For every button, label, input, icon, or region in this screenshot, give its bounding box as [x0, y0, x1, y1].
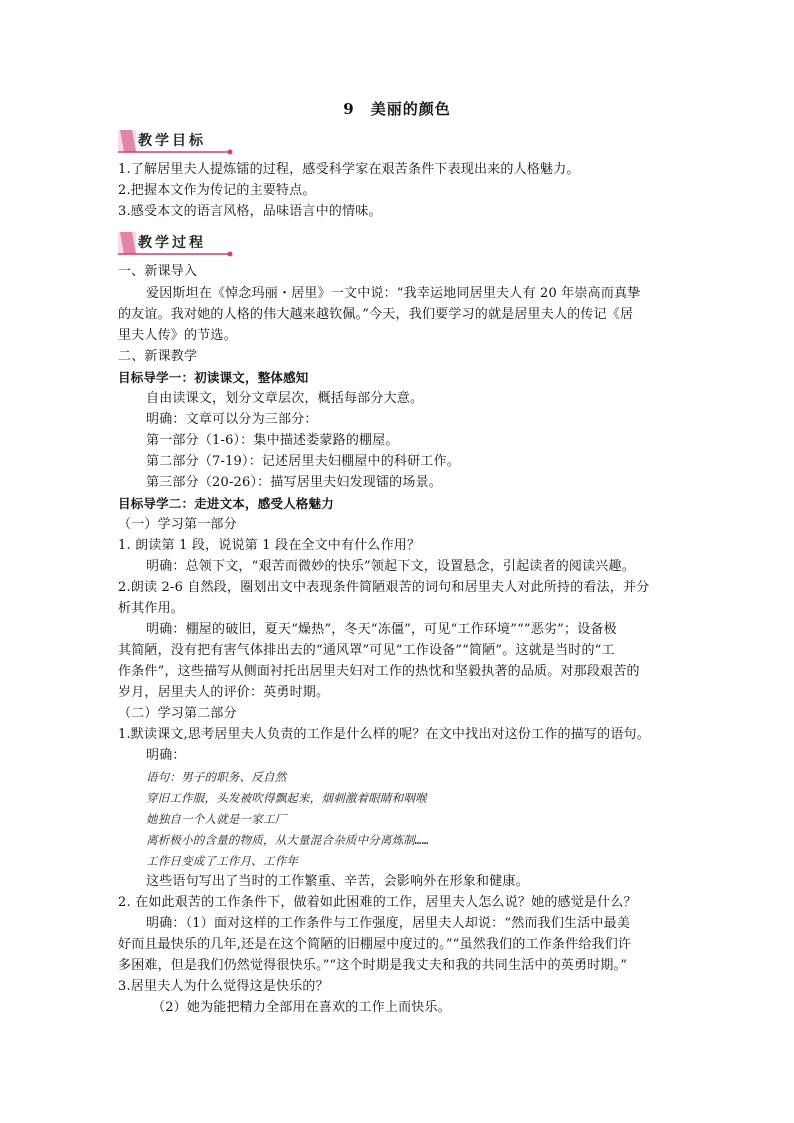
- subsection-heading: 目标导学一：初读课文，整体感知: [118, 370, 309, 385]
- answer-line: 作条件”，这些描写从侧面衬托出居里夫妇对工作的热忱和坚毅执著的品质。对那段艰苦的: [118, 664, 640, 679]
- goal-item: 2.把握本文作为传记的主要特点。: [118, 183, 316, 198]
- quote-line: 语句：男子的职务、反自然: [146, 770, 287, 784]
- answer-line: 明确：（1）面对这样的工作条件与工作强度，居里夫人却说：“然而我们生活中最美: [146, 916, 631, 931]
- paragraph-line: 里夫人传》的节选。: [118, 328, 237, 343]
- section-banner-goals: [118, 128, 238, 156]
- quote-line: 她独自一个人就是一家工厂: [146, 812, 287, 826]
- paragraph-line: 第二部分（7-19）：记述居里夫妇棚屋中的科研工作。: [146, 454, 460, 469]
- goals-heading: 教学目标: [138, 133, 206, 149]
- quote-line: 工作日变成了工作月、工作年: [146, 854, 299, 868]
- quote-line: 离析极小的含量的物质，从大量混合杂质中分离炼制……: [146, 833, 430, 847]
- goal-item: 3.感受本文的语言风格，品味语言中的情味。: [118, 204, 382, 219]
- paragraph-line: 明确：文章可以分为三部分：: [146, 412, 318, 427]
- question-line: 2.朗读 2-6 自然段，圈划出文中表现条件简陋艰苦的词句和居里夫人对此所持的看法，并分: [118, 580, 650, 595]
- answer-line: 明确：: [146, 748, 186, 763]
- paragraph-line: 第一部分（1-6）：集中描述娄蒙路的棚屋。: [146, 433, 399, 448]
- paragraph-line: 这些语句写出了当时的工作繁重、辛苦，会影响外在形象和健康。: [146, 874, 529, 889]
- answer-line: 好而且最快乐的几年,还是在这个简陋的旧棚屋中度过的。”“虽然我们的工作条件给我们许: [118, 937, 632, 952]
- part-heading: （一）学习第一部分: [118, 517, 237, 532]
- answer-line: 岁月，居里夫人的评价：英勇时期。: [118, 685, 330, 700]
- question-line: 2. 在如此艰苦的工作条件下，做着如此困难的工作，居里夫人怎么说？她的感觉是什么？: [118, 895, 637, 910]
- process-heading: 教学过程: [138, 235, 206, 251]
- answer-line: 明确：总领下文，“艰苦而微妙的快乐”领起下文，设置悬念，引起读者的阅读兴趣。: [146, 559, 635, 574]
- question-line: 1. 朗读第 1 段，说说第 1 段在全文中有什么作用？: [118, 538, 421, 553]
- section-heading: 二、新课教学: [118, 349, 198, 364]
- paragraph-line: 第三部分（20-26）：描写居里夫妇发现镭的场景。: [146, 475, 442, 490]
- subsection-heading: 目标导学二：走进文本，感受人格魅力: [118, 496, 334, 511]
- paragraph-line: 爱因斯坦在《悼念玛丽・居里》一文中说：“我幸运地同居里夫人有 20 年崇高而真挚: [146, 286, 641, 301]
- section-banner-process: [118, 230, 238, 258]
- page-title: 9 美丽的颜色: [343, 100, 451, 118]
- answer-line: 明确：棚屋的破旧，夏天“燥热”，冬天“冻僵”，可见“工作环境”“”恶劣”；设备极: [146, 622, 617, 637]
- question-line: 析其作用。: [118, 601, 185, 616]
- part-heading: （二）学习第二部分: [118, 706, 237, 721]
- answer-line: （2）她为能把精力全部用在喜欢的工作上而快乐。: [152, 1000, 451, 1015]
- paragraph-line: 自由读课文，划分文章层次，概括每部分大意。: [146, 391, 424, 406]
- question-line: 3.居里夫人为什么觉得这是快乐的？: [118, 979, 329, 994]
- quote-line: 穿旧工作服，头发被吹得飘起来，烟刺激着眼睛和咽喉: [146, 791, 427, 805]
- question-line: 1.默读课文,思考居里夫人负责的工作是什么样的呢？在文中找出对这份工作的描写的语句。: [118, 727, 650, 742]
- paragraph-line: 的友谊。我对她的人格的伟大越来越钦佩。”今天，我们要学习的就是居里夫人的传记《居: [118, 307, 634, 322]
- answer-line: 其简陋，没有把有害气体排出去的“通风罩”可见“工作设备”“简陋”。这就是当时的“工: [118, 643, 615, 658]
- section-heading: 一、新课导入: [118, 264, 198, 279]
- answer-line: 多困难，但是我们仍然觉得很快乐。”“这个时期是我丈夫和我的共同生活中的英勇时期。”: [118, 958, 628, 973]
- goal-item: 1.了解居里夫人提炼镭的过程，感受科学家在艰苦条件下表现出来的人格魅力。: [118, 162, 580, 177]
